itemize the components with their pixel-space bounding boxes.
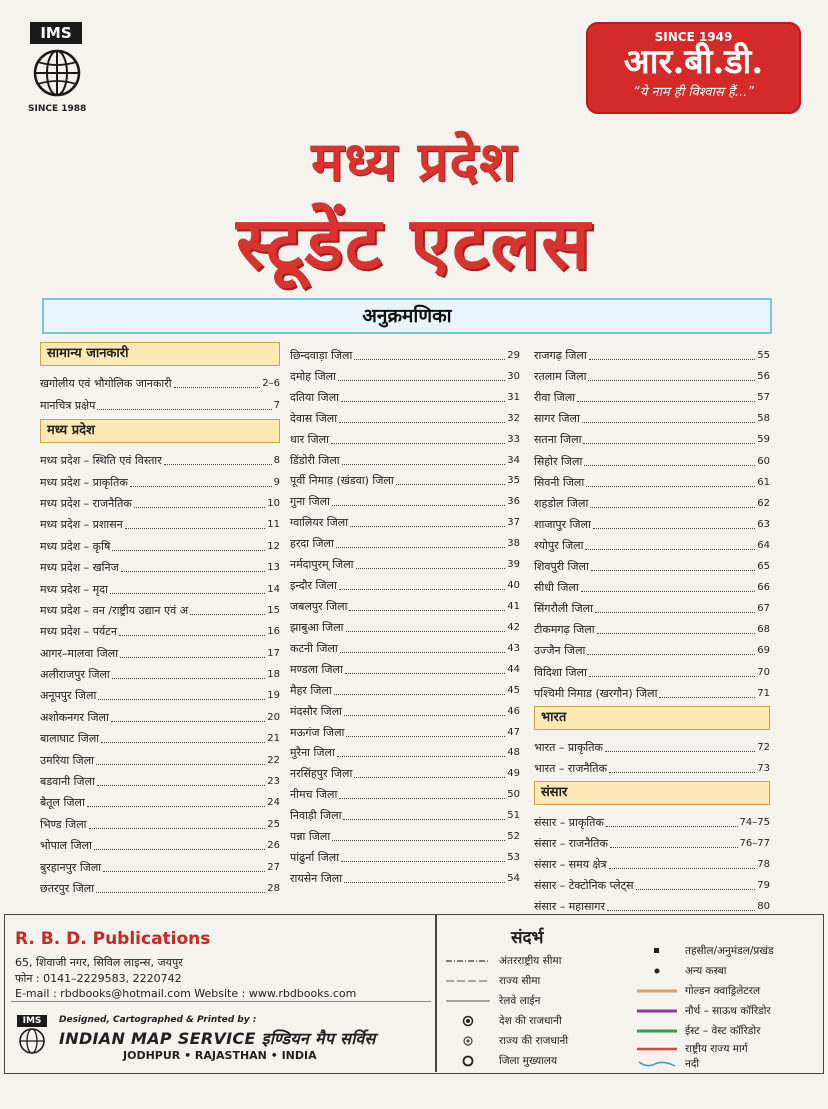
index-entry[interactable] xyxy=(534,553,770,574)
entry-page: 27 xyxy=(267,861,280,873)
entry-title: देवास जिला xyxy=(290,411,338,425)
section-heading-mp: मध्य प्रदेश xyxy=(40,419,280,443)
entry-page: 34 xyxy=(507,454,520,466)
ims-full-name: INDIAN MAP SERVICE इण्डियन मैप सर्विस xyxy=(59,1029,376,1048)
index-entry[interactable] xyxy=(40,810,280,831)
index-entry[interactable] xyxy=(290,781,520,802)
index-entry[interactable] xyxy=(290,802,520,823)
entry-title: जबलपुर जिला xyxy=(290,599,348,613)
index-entry[interactable] xyxy=(40,746,280,767)
entry-page: 47 xyxy=(507,726,520,738)
state-capital-icon xyxy=(462,1035,474,1047)
index-entry[interactable] xyxy=(40,447,280,468)
rbd-tagline: “ये नाम ही विश्वास हैं...” xyxy=(633,85,754,100)
index-entry[interactable] xyxy=(534,595,770,616)
index-entry[interactable] xyxy=(40,391,280,412)
town-icon xyxy=(653,967,661,975)
national-capital-icon xyxy=(462,1015,474,1027)
entry-page: 46 xyxy=(507,705,520,717)
entry-page: 15 xyxy=(267,604,280,616)
entry-page: 33 xyxy=(507,433,520,445)
entry-page: 2–6 xyxy=(262,378,280,390)
entry-title: सिंगरौली जिला xyxy=(534,602,593,616)
index-column-2 xyxy=(290,342,520,886)
entry-page: 69 xyxy=(757,645,770,657)
index-entry[interactable] xyxy=(40,768,280,789)
golden-quadrilateral-icon xyxy=(637,988,677,994)
index-entry[interactable] xyxy=(40,575,280,596)
index-entry[interactable] xyxy=(534,405,770,426)
entry-page: 70 xyxy=(757,666,770,678)
index-entry[interactable] xyxy=(534,755,770,776)
index-entry[interactable] xyxy=(534,809,770,830)
state-border-icon xyxy=(446,978,490,984)
entry-title: छिन्दवाड़ा जिला xyxy=(290,348,353,362)
entry-title: भारत – राजनैतिक xyxy=(534,761,608,775)
entry-page: 51 xyxy=(507,810,520,822)
ims-small-logo xyxy=(17,1015,51,1059)
legend-label: जिला मुख्यालय xyxy=(499,1055,558,1067)
index-entry[interactable] xyxy=(40,853,280,874)
entry-page: 10 xyxy=(267,497,280,509)
index-entry[interactable] xyxy=(40,618,280,639)
ims-location: JODHPUR • RAJASTHAN • INDIA xyxy=(123,1049,317,1062)
entry-title: रीवा जिला xyxy=(534,391,576,405)
entry-page: 45 xyxy=(507,684,520,696)
entry-title: उज्जैन जिला xyxy=(534,644,586,658)
index-entry[interactable] xyxy=(290,823,520,844)
index-entry[interactable] xyxy=(40,370,280,391)
entry-title: सीधी जिला xyxy=(534,581,579,595)
index-entry[interactable] xyxy=(290,635,520,656)
entry-page: 54 xyxy=(507,872,520,884)
entry-title: मध्य प्रदेश – वन /राष्ट्रीय उद्यान एवं अ xyxy=(40,603,189,617)
index-entry[interactable] xyxy=(290,698,520,719)
entry-title: धार जिला xyxy=(290,432,329,446)
entry-title: सिहोर जिला xyxy=(534,454,583,468)
entry-title: सिवनी जिला xyxy=(534,475,585,489)
entry-page: 80 xyxy=(757,901,770,913)
entry-page: 20 xyxy=(267,711,280,723)
entry-title: निवाड़ी जिला xyxy=(290,809,342,823)
entry-page: 72 xyxy=(757,741,770,753)
district-hq-icon xyxy=(462,1055,474,1067)
entry-page: 42 xyxy=(507,621,520,633)
entry-title: उमरिया जिला xyxy=(40,753,94,767)
entry-title: संसार – राजनैतिक xyxy=(534,836,608,850)
index-entry[interactable] xyxy=(534,658,770,679)
legend-label: अन्य कस्बा xyxy=(685,965,727,977)
footer-panel xyxy=(4,914,824,1074)
index-entry[interactable] xyxy=(534,426,770,447)
index-entry[interactable] xyxy=(290,844,520,865)
index-entry[interactable] xyxy=(40,597,280,618)
entry-page: 40 xyxy=(507,580,520,592)
entry-page: 62 xyxy=(757,497,770,509)
national-highway-icon xyxy=(637,1046,677,1052)
index-heading: अनुक्रमणिका xyxy=(42,298,772,334)
entry-page: 68 xyxy=(757,624,770,636)
entry-title: दतिया जिला xyxy=(290,390,340,404)
legend-title: संदर्भ xyxy=(511,928,544,948)
entry-title: हरदा जिला xyxy=(290,537,334,551)
legend-label: ईस्ट – वेस्ट कॉरिडोर xyxy=(685,1025,761,1037)
entry-title: नर्मदापुरम् जिला xyxy=(290,558,354,572)
entry-title: भारत – प्राकृतिक xyxy=(534,740,603,754)
river-icon xyxy=(637,1059,677,1069)
entry-title: विदिशा जिला xyxy=(534,665,587,679)
footer-divider xyxy=(435,915,437,1072)
entry-page: 12 xyxy=(267,540,280,552)
entry-page: 61 xyxy=(757,476,770,488)
entry-page: 37 xyxy=(507,517,520,529)
entry-page: 30 xyxy=(507,370,520,382)
section-heading-world: संसार xyxy=(534,781,770,805)
entry-title: शाजापुर जिला xyxy=(534,517,591,531)
ims-since: SINCE 1988 xyxy=(28,104,87,114)
index-entry[interactable] xyxy=(534,490,770,511)
index-entry[interactable] xyxy=(534,532,770,553)
section-heading-india: भारत xyxy=(534,706,770,730)
index-entry[interactable] xyxy=(290,426,520,447)
entry-page: 73 xyxy=(757,762,770,774)
entry-title: मुरैना जिला xyxy=(290,746,335,760)
entry-page: 26 xyxy=(267,840,280,852)
index-entry[interactable] xyxy=(40,532,280,553)
entry-title: मध्य प्रदेश – कृषि xyxy=(40,539,111,553)
entry-page: 59 xyxy=(757,434,770,446)
publisher-phone: फोन : 0141–2229583, 2220742 xyxy=(15,972,182,985)
entry-page: 57 xyxy=(757,392,770,404)
entry-page: 16 xyxy=(267,626,280,638)
index-entry[interactable] xyxy=(534,447,770,468)
index-entry[interactable] xyxy=(534,851,770,872)
entry-title: अलीराजपुर जिला xyxy=(40,668,110,682)
entry-page: 29 xyxy=(507,349,520,361)
legend-label: राज्य की राजधानी xyxy=(499,1035,569,1047)
entry-page: 64 xyxy=(757,539,770,551)
index-entry[interactable] xyxy=(40,554,280,575)
title-line-1: मध्य प्रदेश xyxy=(311,130,517,193)
legend-item xyxy=(637,1056,699,1072)
entry-page: 60 xyxy=(757,455,770,467)
ims-logo-text: IMS xyxy=(30,22,82,44)
entry-title: मानचित्र प्रक्षेप xyxy=(40,398,96,412)
entry-title: बालाघाट जिला xyxy=(40,732,100,746)
index-entry[interactable] xyxy=(40,789,280,810)
index-entry[interactable] xyxy=(290,551,520,572)
legend-label: गोल्डन क्वाड्रिलेटरल xyxy=(685,985,761,997)
entry-title: दमोह जिला xyxy=(290,369,336,383)
entry-page: 19 xyxy=(267,690,280,702)
index-entry[interactable] xyxy=(534,872,770,893)
east-west-corridor-icon xyxy=(637,1028,677,1034)
entry-page: 31 xyxy=(507,391,520,403)
entry-title: पूर्वी निमाड़ (खंडवा) जिला xyxy=(290,474,394,488)
rbd-badge xyxy=(586,22,801,114)
entry-title: संसार – समय क्षेत्र xyxy=(534,858,607,872)
index-entry[interactable] xyxy=(534,469,770,490)
rbd-since: SINCE 1949 xyxy=(654,30,733,44)
index-entry[interactable] xyxy=(534,384,770,405)
entry-page: 17 xyxy=(267,647,280,659)
legend-item xyxy=(637,1001,771,1021)
entry-page: 18 xyxy=(267,669,280,681)
entry-title: मंदसौर जिला xyxy=(290,704,343,718)
entry-page: 7 xyxy=(273,399,280,411)
legend-label: देश की राजधानी xyxy=(499,1015,562,1027)
entry-title: भोपाल जिला xyxy=(40,839,92,853)
entry-page: 25 xyxy=(267,818,280,830)
index-entry[interactable] xyxy=(290,572,520,593)
entry-page: 79 xyxy=(757,880,770,892)
entry-title: टीकमगढ़ जिला xyxy=(534,623,595,637)
entry-page: 55 xyxy=(757,350,770,362)
legend-label: नदी xyxy=(685,1058,700,1070)
entry-page: 38 xyxy=(507,538,520,550)
legend-item xyxy=(637,981,760,1001)
entry-page: 49 xyxy=(507,768,520,780)
index-entry[interactable] xyxy=(40,661,280,682)
entry-title: शिवपुरी जिला xyxy=(534,560,589,574)
entry-title: अशोकनगर जिला xyxy=(40,710,109,724)
entry-title: पन्ना जिला xyxy=(290,830,331,844)
entry-title: संसार – प्राकृतिक xyxy=(534,815,604,829)
entry-title: संसार – टेक्टोनिक प्लेट्स xyxy=(534,879,634,893)
entry-title: नरसिंहपुर जिला xyxy=(290,767,353,781)
entry-page: 48 xyxy=(507,747,520,759)
index-entry[interactable] xyxy=(40,511,280,532)
entry-title: शहडोल जिला xyxy=(534,496,589,510)
entry-page: 66 xyxy=(757,582,770,594)
entry-title: अनूपपुर जिला xyxy=(40,689,97,703)
publisher-email-web: E-mail : rbdbooks@hotmail.com Website : www.rbdbooks.com xyxy=(15,987,357,1000)
entry-page: 71 xyxy=(757,687,770,699)
legend-item xyxy=(445,1051,557,1071)
entry-page: 11 xyxy=(267,519,280,531)
index-entry[interactable] xyxy=(290,342,520,363)
entry-title: सतना जिला xyxy=(534,433,582,447)
entry-page: 50 xyxy=(507,789,520,801)
entry-title: मध्य प्रदेश – स्थिति एवं विस्तार xyxy=(40,454,162,468)
entry-title: खगोलीय एवं भौगोलिक जानकारी xyxy=(40,377,172,391)
entry-page: 9 xyxy=(273,476,280,488)
entry-title: मऊगंज जिला xyxy=(290,725,345,739)
entry-title: पश्चिमी निमाड (खरगौन) जिला xyxy=(534,686,658,700)
publisher-name: R. B. D. Publications xyxy=(15,929,211,949)
index-entry[interactable] xyxy=(290,384,520,405)
ims-small-logo-text: IMS xyxy=(17,1015,47,1027)
index-entry[interactable] xyxy=(534,830,770,851)
index-column-3 xyxy=(534,342,770,914)
entry-title: झाबुआ जिला xyxy=(290,620,344,634)
entry-title: ग्वालियर जिला xyxy=(290,516,349,530)
entry-page: 63 xyxy=(757,518,770,530)
entry-title: मध्य प्रदेश – राजनैतिक xyxy=(40,496,132,510)
index-entry[interactable] xyxy=(40,682,280,703)
entry-title: कटनी जिला xyxy=(290,641,338,655)
rbd-name: आर.बी.डी. xyxy=(623,42,764,82)
tehsil-icon xyxy=(653,947,661,955)
index-entry[interactable] xyxy=(290,363,520,384)
entry-page: 56 xyxy=(757,371,770,383)
legend-label: नौर्थ – साऊथ कॉरिडोर xyxy=(685,1005,771,1017)
designed-by: Designed, Cartographed & Printed by : xyxy=(59,1015,257,1025)
index-column-1 xyxy=(40,342,280,896)
index-entry[interactable] xyxy=(534,574,770,595)
entry-page: 53 xyxy=(507,852,520,864)
entry-page: 76–77 xyxy=(739,837,770,849)
index-entry[interactable] xyxy=(534,342,770,363)
entry-page: 74–75 xyxy=(739,816,770,828)
entry-title: छतरपुर जिला xyxy=(40,881,95,895)
index-entry[interactable] xyxy=(40,703,280,724)
legend-label: राज्य सीमा xyxy=(499,975,541,987)
index-entry[interactable] xyxy=(290,614,520,635)
entry-page: 78 xyxy=(757,859,770,871)
entry-title: मध्य प्रदेश – खनिज xyxy=(40,561,119,575)
index-entry[interactable] xyxy=(290,656,520,677)
legend-item xyxy=(445,991,540,1011)
globe-icon xyxy=(17,1027,47,1055)
legend-label: रेलवे लाईन xyxy=(499,995,541,1007)
index-entry[interactable] xyxy=(290,593,520,614)
entry-page: 35 xyxy=(507,475,520,487)
index-entry[interactable] xyxy=(290,509,520,530)
index-entry[interactable] xyxy=(40,725,280,746)
entry-page: 21 xyxy=(267,733,280,745)
entry-page: 39 xyxy=(507,559,520,571)
entry-page: 43 xyxy=(507,642,520,654)
entry-page: 44 xyxy=(507,663,520,675)
legend-item xyxy=(637,941,774,961)
legend-label: अंतरराष्ट्रीय सीमा xyxy=(499,955,562,967)
index-entry[interactable] xyxy=(534,511,770,532)
entry-page: 58 xyxy=(757,413,770,425)
index-entry[interactable] xyxy=(290,488,520,509)
entry-title: रायसेन जिला xyxy=(290,871,343,885)
entry-page: 65 xyxy=(757,561,770,573)
entry-title: भिण्ड जिला xyxy=(40,817,87,831)
index-entry[interactable] xyxy=(290,530,520,551)
entry-title: बडवानी जिला xyxy=(40,775,95,789)
title-line-2: स्टूडेंट एटलस xyxy=(236,201,592,285)
index-entry[interactable] xyxy=(290,405,520,426)
entry-title: मण्डला जिला xyxy=(290,662,343,676)
entry-title: मध्य प्रदेश – मृदा xyxy=(40,582,108,596)
legend-item xyxy=(445,1011,562,1031)
legend-item xyxy=(445,951,561,971)
entry-page: 13 xyxy=(267,562,280,574)
entry-title: श्योपुर जिला xyxy=(534,538,584,552)
entry-title: सागर जिला xyxy=(534,412,580,426)
index-entry[interactable] xyxy=(534,616,770,637)
entry-title: मध्य प्रदेश – पर्यटन xyxy=(40,625,117,639)
index-entry[interactable] xyxy=(534,363,770,384)
index-entry[interactable] xyxy=(534,893,770,914)
entry-title: मध्य प्रदेश – प्राकृतिक xyxy=(40,475,128,489)
legend-label: तहसील/अनुमंडल/प्रखंड xyxy=(685,945,774,957)
entry-page: 22 xyxy=(267,754,280,766)
entry-title: मध्य प्रदेश – प्रशासन xyxy=(40,518,123,532)
ims-logo xyxy=(22,22,94,114)
legend-item xyxy=(445,971,540,991)
index-entry[interactable] xyxy=(40,468,280,489)
international-border-icon xyxy=(446,958,490,964)
legend-label: राष्ट्रीय राज्य मार्ग xyxy=(685,1043,748,1055)
index-entry[interactable] xyxy=(40,832,280,853)
index-entry[interactable] xyxy=(290,677,520,698)
index-entry[interactable] xyxy=(40,875,280,896)
entry-page: 28 xyxy=(267,882,280,894)
footer-separator xyxy=(11,1001,431,1002)
publisher-address: 65, शिवाजी नगर, सिविल लाइन्स, जयपुर xyxy=(15,956,183,969)
railway-line-icon xyxy=(446,998,490,1004)
entry-page: 24 xyxy=(267,797,280,809)
entry-page: 23 xyxy=(267,776,280,788)
index-entry[interactable] xyxy=(290,719,520,740)
index-entry[interactable] xyxy=(290,865,520,886)
entry-title: राजगढ़ जिला xyxy=(534,349,587,363)
index-entry[interactable] xyxy=(290,740,520,761)
entry-title: गुना जिला xyxy=(290,495,330,509)
entry-title: मैहर जिला xyxy=(290,683,332,697)
entry-page: 8 xyxy=(273,455,280,467)
entry-page: 67 xyxy=(757,603,770,615)
entry-title: बुरहानपुर जिला xyxy=(40,860,102,874)
entry-title: बैतूल जिला xyxy=(40,796,85,810)
entry-page: 14 xyxy=(267,583,280,595)
index-entry[interactable] xyxy=(40,490,280,511)
entry-title: डिंडोरी जिला xyxy=(290,453,340,467)
index-entry[interactable] xyxy=(534,637,770,658)
legend-item xyxy=(637,961,726,981)
index-entry[interactable] xyxy=(290,447,520,468)
entry-title: पांढुर्ना जिला xyxy=(290,851,340,865)
entry-page: 41 xyxy=(507,600,520,612)
entry-page: 36 xyxy=(507,496,520,508)
entry-page: 52 xyxy=(507,831,520,843)
entry-title: आगर–मालवा जिला xyxy=(40,646,119,660)
north-south-corridor-icon xyxy=(637,1008,677,1014)
entry-title: रतलाम जिला xyxy=(534,370,587,384)
index-entry[interactable] xyxy=(290,468,520,489)
index-entry[interactable] xyxy=(534,734,770,755)
entry-title: नीमच जिला xyxy=(290,788,338,802)
index-entry[interactable] xyxy=(290,760,520,781)
entry-title: इन्दौर जिला xyxy=(290,579,337,593)
legend-item xyxy=(637,1021,760,1041)
entry-title: संसार – महासागर xyxy=(534,900,605,914)
section-heading-general: सामान्य जानकारी xyxy=(40,342,280,366)
legend-item xyxy=(445,1031,568,1051)
index-entry[interactable] xyxy=(40,639,280,660)
index-entry[interactable] xyxy=(534,680,770,701)
globe-icon xyxy=(32,48,82,98)
entry-page: 32 xyxy=(507,412,520,424)
